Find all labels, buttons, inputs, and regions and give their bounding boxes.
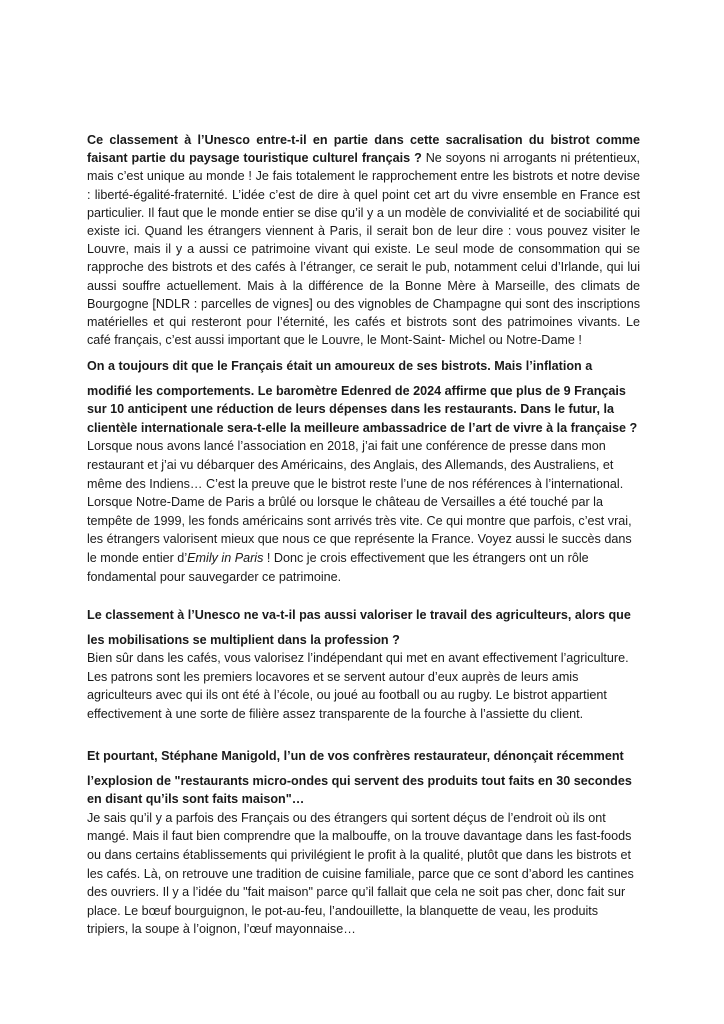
interview-answer [87, 437, 640, 586]
section-4 [87, 747, 640, 939]
answer-title-italic: Emily in Paris [187, 550, 264, 565]
interview-answer: Bien sûr dans les cafés, vous valorisez l’indépendant qui met en avant effectivement l’agriculture. Les patrons sont les premiers locavores et se servent autour d’eux auprès de leurs amis agriculteurs avec qui ils ont été à l’école, ou joué au football ou au rugby. Le bistrot appartient effectivement à une sorte de filière assez transparente de la fourche à l’assiette du client. [87, 651, 629, 721]
answer-text: Lorsque nous avons lancé l’association en 2018, j’ai fait une conférence de presse dans mon restaurant et j’ai vu débarquer des Américains, des Anglais, des Allemands, des Australiens, et même des Indiens… C’est la preuve que le bistrot reste l’une de nos références à l’international. Lorsque Notre-Dame de Paris a brûlé ou lorsque le château de Versailles a été touché par la tempête de 1999, les fonds américains sont arrivés très vite. Ce qui montre que parfois, c’est vrai, les étrangers valorisent mieux que nous ce que représente la France. Voyez aussi le succès dans le monde entier d’ [87, 439, 632, 565]
interview-question-first-line: On a toujours dit que le Français était un amoureux de ses bistrots. Mais l’inflation a [87, 359, 593, 373]
section-1 [87, 131, 640, 349]
interview-question: l’explosion de "restaurants micro-ondes qui servent des produits tout faits en 30 secondes en disant qu’ils sont faits maison"… [87, 773, 632, 807]
interview-question-first-line: Le classement à l’Unesco ne va-t-il pas aussi valoriser le travail des agriculteurs, alors que [87, 608, 631, 622]
interview-question-first-line: Et pourtant, Stéphane Manigold, l’un de vos confrères restaurateur, dénonçait récemment [87, 749, 624, 763]
interview-question: modifié les comportements. Le baromètre Edenred de 2024 affirme que plus de 9 Français sur 10 anticipent une réduction de leurs dépenses dans les restaurants. Dans le futur, la clientèle internationale sera-t-elle la meilleure ambassadrice de l’art de vivre à la française ? [87, 383, 638, 435]
interview-question: les mobilisations se multiplient dans la profession ? [87, 632, 400, 647]
interview-answer: Je sais qu’il y a parfois des Français ou des étrangers qui sortent déçus de l’endroit où ils ont mangé. Mais il faut bien comprendre que la malbouffe, on la trouve davantage dans les fast-foods ou dans certains établissements qui privilégient le profit à la qualité, plutôt que dans les bistrots et les cafés. Là, on retrouve une tradition de cuisine familiale, parce que ce sont d’abord les cantines des ouvriers. Il y a l’idée du "fait maison" parce qu’il fallait que cela ne soit pas cher, donc fait sur place. Le bœuf bourguignon, le pot-au-feu, l’andouillette, la blanquette de veau, les produits tripiers, la soupe à l’oignon, l’œuf mayonnaise… [87, 810, 634, 937]
section-2 [87, 357, 640, 586]
interview-answer: Ne soyons ni arrogants ni prétentieux, mais c’est unique au monde ! Je fais totalement le rapprochement entre les bistrots et notre devise : liberté-égalité-fraternité. L’idée c’est de dire à quel point cet art du vivre ensemble en France est particulier. Il faut que le monde entier se dise qu’il y a un modèle de convivialité et de sociabilité qui existe ici. Quand les étrangers viennent à Paris, il serait bon de leur dire : vous pouvez visiter le Louvre, mais il y a aussi ce patrimoine vivant qui existe. Le seul mode de consommation qui se rapproche des bistrots et des cafés à l’étranger, ce serait le pub, notamment celui d’Irlande, qui lui aussi souffre actuellement. Mais à la différence de la Bonne Mère à Marseille, des climats de Bourgogne [NDLR : parcelles de vignes] ou des vignobles de Champagne qui sont des inscriptions matérielles et qui resteront pour l’éternité, les cafés et bistrots sont des patrimoines vivants. Le café français, c’est aussi important que le Louvre, le Mont-Saint- Michel ou Notre-Dame ! [87, 151, 640, 348]
answer-text-end: ! Donc je crois effectivement que les étrangers ont un rôle fondamental pour sauvegarder ce patrimoine. [87, 550, 589, 584]
section-3 [87, 606, 640, 724]
interview-question: Ce classement à l’Unesco entre-t-il en partie dans cette sacralisation du bistrot comme faisant partie du paysage touristique culturel français ? [87, 133, 640, 166]
